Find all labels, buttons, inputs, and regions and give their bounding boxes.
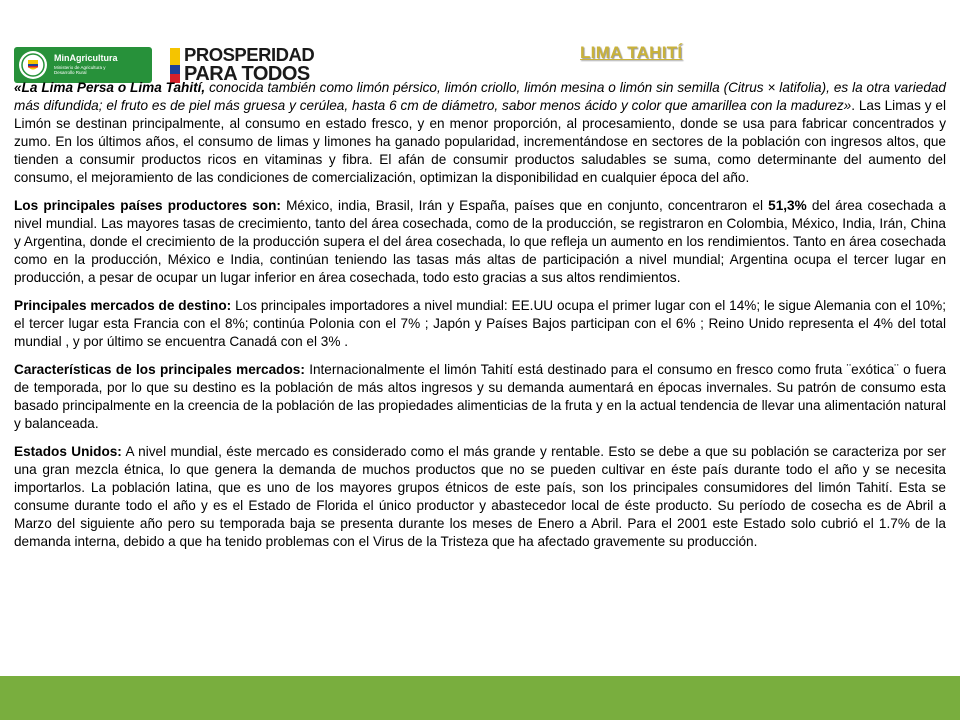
ministry-subtitle: Ministerio de Agricultura y Desarrollo Rural bbox=[54, 65, 106, 75]
characteristics-text: Internacionalmente el limón Tahití está destinado para el consumo en fresco como fruta ¨exótica¨ o fuera de temporada, por lo que su destino es la población de más altos ingresos y su demanda aumentará en épocas invernales. Su patrón de consumo esta basado principalmente en la creencia de la población de las propiedades alimenticias de la fruta y en la actual tendencia de llevar una alimentación natural y balanceada. bbox=[14, 362, 946, 431]
page-title: LIMA TAHITÍ bbox=[580, 43, 683, 62]
usa-lead: Estados Unidos: bbox=[14, 444, 122, 459]
paragraph-markets bbox=[14, 297, 946, 351]
prosperity-line1: PROSPERIDAD bbox=[184, 44, 315, 65]
paragraph-usa bbox=[14, 443, 946, 551]
intro-quote-text: conocida también como limón pérsico, limón criollo, limón mesina o limón sin semilla (Citrus × latifolia), es la otra variedad más difundida; el fruto es de piel más gruesa y cerúlea, hasta 6 cm de diámetro, sabor menos ácido y color que amarillea con la madurez» bbox=[14, 80, 946, 113]
usa-text: A nivel mundial, éste mercado es considerado como el más grande y rentable. Esto se debe a que su población se caracteriza por ser una gran mezcla étnica, lo que genera la demanda de muchos productos que no se pueden cultivar en éste país durante todo el año y se necesita importarlos. La población latina, que es uno de los mayores grupos étnicos de este país, son los principales consumidores del limón Tahití. Esta se consume durante todo el año y es el Estado de Florida el único productor y abastecedor local de éste producto. Su período de cosecha es de Abril a Marzo del siguiente año pero su temporada baja se presenta durante los meses de Enero a Abril. Para el 2001 este Estado solo cubrió el 1.7% de la demanda interna, debido a que ha tenido problemas con el Virus de la Tristeza que ha afectado gravemente su producción. bbox=[14, 444, 947, 549]
intro-text: . Las Limas y el Limón se destinan principalmente, al consumo en estado fresco, y en menor proporción, al procesamiento, donde se usa para fabricar concentrados y zumo. En los últimos años, el consumo de limas y limones ha ganado popularidad, incrementándose en sectores de la población con ingresos altos, que tienden a consumir productos ricos en vitaminas y fibra. El afán de consumir productos saludables se suma, como determinante del aumento del consumo, el mejoramiento de las condiciones de comercialización, optimizan la disponibilidad en cualquier época del año. bbox=[14, 98, 946, 185]
coat-of-arms-icon bbox=[19, 51, 47, 79]
producers-highlight: 51,3% bbox=[768, 198, 807, 213]
paragraph-characteristics bbox=[14, 361, 946, 433]
markets-lead: Principales mercados de destino: bbox=[14, 298, 232, 313]
prosperity-line2: PARA TODOS bbox=[184, 63, 310, 85]
document-body bbox=[14, 79, 946, 561]
markets-text: Los principales importadores a nivel mundial: EE.UU ocupa el primer lugar con el 14%; le sigue Alemania con el 10%; el tercer lugar esta Francia con el 8%; continúa Polonia con el 7% ; Japón y Países Bajos participan con el 6% ; Reino Unido representa el 4% del total mundial , y por último se encuentra Canadá con el 3% . bbox=[14, 298, 946, 349]
producers-text-2: del área cosechada a nivel mundial. Las mayores tasas de crecimiento, tanto del área cosechada, como de la producción, se registraron en Colombia, México, India, Irán, China y Argentina, donde el crecimiento de la producción supera el del área cosechada, lo que refleja un aumento en los rendimientos. Tanto en área cosechada como en la producción, México e India, continúan teniendo las tasas más altas de participación a nivel mundial; Argentina ocupa el tercer lugar en producción, a pesar de ocupar un lugar inferior en área cosechada, todo esto gracias a sus altos rendimientos. bbox=[14, 198, 946, 285]
intro-quote-lead: «La Lima Persa o Lima Tahití, bbox=[14, 80, 206, 95]
ministry-name: MinAgricultura bbox=[54, 53, 118, 63]
colombia-flag-icon bbox=[170, 48, 180, 83]
producers-lead: Los principales países productores son: bbox=[14, 198, 281, 213]
paragraph-producers bbox=[14, 197, 946, 287]
paragraph-intro bbox=[14, 79, 946, 187]
producers-text-1: México, india, Brasil, Irán y España, países que en conjunto, concentraron el bbox=[280, 198, 769, 213]
ministry-logo bbox=[14, 47, 152, 83]
characteristics-lead: Características de los principales mercados: bbox=[14, 362, 305, 377]
footer-bar bbox=[0, 676, 960, 720]
